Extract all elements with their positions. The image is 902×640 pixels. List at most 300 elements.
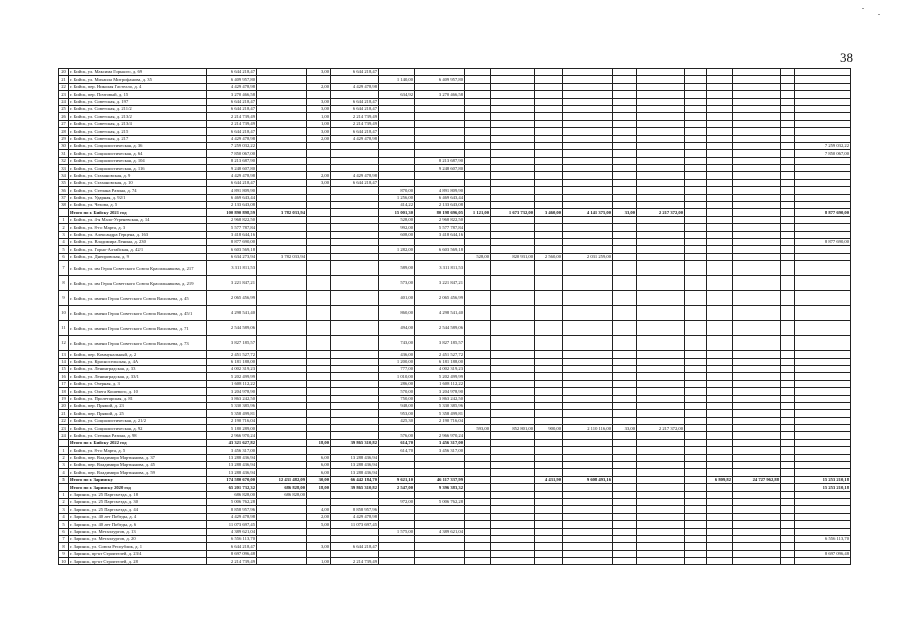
value-cell bbox=[331, 224, 379, 231]
value-cell: 6,00 bbox=[307, 469, 331, 476]
value-cell bbox=[733, 135, 781, 142]
value-cell bbox=[733, 261, 781, 276]
value-cell bbox=[535, 105, 563, 112]
address-cell: г. Бийск, ул. Советская, д. 211/2 bbox=[69, 105, 207, 112]
value-cell bbox=[685, 187, 707, 194]
value-cell bbox=[307, 388, 331, 395]
row-number-cell: 35 bbox=[59, 179, 69, 186]
value-cell bbox=[685, 351, 707, 358]
value-cell bbox=[257, 373, 307, 380]
value-cell bbox=[613, 498, 637, 505]
value-cell bbox=[331, 447, 379, 454]
value-cell: 18,00 bbox=[307, 484, 331, 491]
value-cell bbox=[637, 439, 685, 446]
value-cell bbox=[257, 120, 307, 127]
value-cell bbox=[563, 410, 613, 417]
table-row bbox=[59, 83, 851, 90]
value-cell bbox=[491, 417, 535, 424]
value-cell: 750,00 bbox=[379, 395, 415, 402]
value-cell: 2 451 527,72 bbox=[415, 351, 465, 358]
value-cell bbox=[491, 351, 535, 358]
row-number-cell: 8 bbox=[59, 543, 69, 550]
value-cell: 15 253 210,18 bbox=[795, 484, 851, 491]
table-row bbox=[59, 469, 851, 476]
table-row bbox=[59, 253, 851, 260]
value-cell bbox=[613, 410, 637, 417]
value-cell bbox=[685, 105, 707, 112]
value-cell bbox=[257, 462, 307, 469]
value-cell bbox=[781, 425, 795, 432]
value-cell bbox=[795, 447, 851, 454]
value-cell: 3 270 466,58 bbox=[207, 91, 257, 98]
value-cell bbox=[465, 187, 491, 194]
row-number-cell: 15 bbox=[59, 365, 69, 372]
value-cell bbox=[563, 402, 613, 409]
value-cell bbox=[707, 462, 733, 469]
value-cell bbox=[563, 224, 613, 231]
value-cell: 573,00 bbox=[379, 276, 415, 291]
value-cell bbox=[563, 306, 613, 321]
value-cell bbox=[781, 157, 795, 164]
value-cell bbox=[257, 558, 307, 565]
value-cell bbox=[613, 76, 637, 83]
row-number-cell: 18 bbox=[59, 388, 69, 395]
value-cell bbox=[637, 558, 685, 565]
value-cell bbox=[415, 69, 465, 76]
row-number-cell: 24 bbox=[59, 98, 69, 105]
value-cell bbox=[465, 439, 491, 446]
value-cell bbox=[781, 98, 795, 105]
value-cell bbox=[795, 261, 851, 276]
value-cell bbox=[685, 550, 707, 557]
value-cell bbox=[379, 558, 415, 565]
address-cell: г. Заринск, ул. 25 Партсъезда, д. 44 bbox=[69, 506, 207, 513]
value-cell bbox=[733, 506, 781, 513]
row-number-cell: 20 bbox=[59, 69, 69, 76]
value-cell bbox=[257, 535, 307, 542]
value-cell: 2 031 259,00 bbox=[563, 253, 613, 260]
value-cell bbox=[307, 150, 331, 157]
value-cell bbox=[563, 202, 613, 209]
value-cell: 3 456 317,00 bbox=[415, 447, 465, 454]
value-cell bbox=[535, 91, 563, 98]
value-cell bbox=[637, 550, 685, 557]
value-cell bbox=[795, 128, 851, 135]
value-cell: 1 575,00 bbox=[379, 528, 415, 535]
value-cell bbox=[465, 395, 491, 402]
value-cell bbox=[795, 306, 851, 321]
value-cell bbox=[465, 484, 491, 491]
value-cell bbox=[733, 187, 781, 194]
value-cell bbox=[637, 506, 685, 513]
value-cell bbox=[535, 469, 563, 476]
row-number-cell: 33 bbox=[59, 165, 69, 172]
value-cell: 686 828,00 bbox=[207, 491, 257, 498]
value-cell bbox=[491, 506, 535, 513]
value-cell bbox=[613, 506, 637, 513]
row-number-cell: 4 bbox=[59, 469, 69, 476]
value-cell: 6 644 218,47 bbox=[207, 105, 257, 112]
value-cell bbox=[613, 535, 637, 542]
value-cell: 6 469 643,44 bbox=[415, 194, 465, 201]
value-cell bbox=[257, 521, 307, 528]
value-cell bbox=[707, 543, 733, 550]
value-cell bbox=[707, 432, 733, 439]
value-cell bbox=[707, 253, 733, 260]
value-cell: 6 603 569,18 bbox=[415, 246, 465, 253]
value-cell bbox=[465, 447, 491, 454]
value-cell bbox=[415, 558, 465, 565]
value-cell bbox=[685, 128, 707, 135]
value-cell bbox=[257, 321, 307, 336]
value-cell: 6,00 bbox=[307, 454, 331, 461]
value-cell bbox=[491, 231, 535, 238]
value-cell bbox=[613, 395, 637, 402]
value-cell bbox=[685, 358, 707, 365]
table-row bbox=[59, 543, 851, 550]
table-body bbox=[59, 69, 851, 565]
value-cell bbox=[685, 373, 707, 380]
value-cell bbox=[491, 261, 535, 276]
value-cell bbox=[331, 202, 379, 209]
value-cell bbox=[781, 543, 795, 550]
value-cell: 33,00 bbox=[613, 425, 637, 432]
value-cell bbox=[685, 395, 707, 402]
value-cell bbox=[415, 98, 465, 105]
value-cell bbox=[613, 135, 637, 142]
table-row bbox=[59, 306, 851, 321]
value-cell bbox=[307, 498, 331, 505]
row-number-cell: 3 bbox=[59, 462, 69, 469]
value-cell bbox=[637, 179, 685, 186]
value-cell: 2 214 739,49 bbox=[331, 113, 379, 120]
value-cell: 1 121,00 bbox=[465, 209, 491, 216]
address-cell: г. Бийск, ул. имени Героя Советского Союза Васильева, д. 71 bbox=[69, 321, 207, 336]
value-cell bbox=[563, 506, 613, 513]
table-row bbox=[59, 498, 851, 505]
value-cell bbox=[613, 380, 637, 387]
value-cell: 2 133 643,08 bbox=[207, 202, 257, 209]
table-row bbox=[59, 410, 851, 417]
value-cell bbox=[685, 69, 707, 76]
value-cell bbox=[331, 535, 379, 542]
address-cell: г. Бийск, ул. Советская, д. 213/4 bbox=[69, 120, 207, 127]
value-cell bbox=[465, 321, 491, 336]
value-cell bbox=[535, 150, 563, 157]
value-cell bbox=[637, 365, 685, 372]
value-cell bbox=[491, 179, 535, 186]
value-cell bbox=[707, 491, 733, 498]
value-cell: 852 801,00 bbox=[491, 425, 535, 432]
table-row bbox=[59, 365, 851, 372]
value-cell: 43 321 627,82 bbox=[207, 439, 257, 446]
value-cell bbox=[307, 231, 331, 238]
value-cell bbox=[613, 120, 637, 127]
value-cell bbox=[331, 261, 379, 276]
table-row bbox=[59, 395, 851, 402]
value-cell bbox=[781, 439, 795, 446]
value-cell: 2 544 589,06 bbox=[207, 321, 257, 336]
value-cell bbox=[465, 469, 491, 476]
value-cell bbox=[613, 550, 637, 557]
value-cell bbox=[795, 454, 851, 461]
value-cell bbox=[637, 388, 685, 395]
value-cell bbox=[465, 291, 491, 306]
value-cell: 972,00 bbox=[379, 498, 415, 505]
value-cell: 5 006 762,28 bbox=[207, 498, 257, 505]
address-cell: г. Бийск, ул. Степана Разина, д. 98 bbox=[69, 432, 207, 439]
value-cell bbox=[379, 128, 415, 135]
value-cell bbox=[795, 336, 851, 351]
value-cell bbox=[613, 202, 637, 209]
value-cell bbox=[781, 238, 795, 245]
value-cell bbox=[781, 83, 795, 90]
value-cell bbox=[257, 432, 307, 439]
value-cell bbox=[637, 476, 685, 483]
value-cell bbox=[685, 224, 707, 231]
value-cell: 2 110 116,00 bbox=[563, 425, 613, 432]
value-cell bbox=[563, 358, 613, 365]
row-number-cell: 17 bbox=[59, 380, 69, 387]
value-cell bbox=[465, 172, 491, 179]
value-cell bbox=[613, 98, 637, 105]
value-cell bbox=[781, 447, 795, 454]
value-cell bbox=[733, 83, 781, 90]
value-cell: 2 968 822,50 bbox=[207, 216, 257, 223]
value-cell bbox=[563, 128, 613, 135]
value-cell bbox=[781, 476, 795, 483]
value-cell bbox=[637, 321, 685, 336]
address-cell: Итого по г. Заринску 2020 год bbox=[69, 484, 207, 491]
value-cell bbox=[491, 410, 535, 417]
value-cell bbox=[637, 462, 685, 469]
value-cell bbox=[733, 491, 781, 498]
value-cell bbox=[685, 321, 707, 336]
value-cell bbox=[535, 439, 563, 446]
value-cell bbox=[685, 202, 707, 209]
value-cell bbox=[307, 253, 331, 260]
value-cell: 33,00 bbox=[613, 209, 637, 216]
address-cell: г. Бийск, ул. Днепровская, д. 9 bbox=[69, 253, 207, 260]
value-cell bbox=[465, 202, 491, 209]
value-cell bbox=[795, 506, 851, 513]
value-cell bbox=[613, 179, 637, 186]
value-cell: 65 201 732,32 bbox=[207, 484, 257, 491]
value-cell bbox=[733, 462, 781, 469]
value-cell bbox=[491, 142, 535, 149]
value-cell bbox=[707, 380, 733, 387]
value-cell: 1 256,00 bbox=[379, 194, 415, 201]
value-cell: 3 456 317,00 bbox=[207, 447, 257, 454]
table-row bbox=[59, 417, 851, 424]
value-cell bbox=[257, 165, 307, 172]
value-cell bbox=[781, 246, 795, 253]
table-row bbox=[59, 238, 851, 245]
value-cell bbox=[781, 105, 795, 112]
value-cell bbox=[331, 498, 379, 505]
value-cell bbox=[307, 142, 331, 149]
value-cell bbox=[491, 454, 535, 461]
value-cell: 13 288 436,94 bbox=[331, 462, 379, 469]
value-cell bbox=[685, 246, 707, 253]
value-cell: 9 621,10 bbox=[379, 476, 415, 483]
value-cell bbox=[465, 83, 491, 90]
value-cell bbox=[257, 358, 307, 365]
value-cell bbox=[781, 224, 795, 231]
value-cell bbox=[257, 69, 307, 76]
value-cell bbox=[685, 365, 707, 372]
value-cell bbox=[795, 157, 851, 164]
value-cell bbox=[563, 76, 613, 83]
value-cell bbox=[331, 238, 379, 245]
value-cell bbox=[379, 105, 415, 112]
value-cell bbox=[707, 187, 733, 194]
address-cell: г. Заринск, ул. 25 Партсъезда, д. 30 bbox=[69, 498, 207, 505]
address-cell: г. Бийск, ул. Ленинградская, д. 33 bbox=[69, 365, 207, 372]
table-row bbox=[59, 113, 851, 120]
value-cell bbox=[733, 321, 781, 336]
value-cell bbox=[465, 402, 491, 409]
value-cell bbox=[637, 76, 685, 83]
value-cell bbox=[331, 276, 379, 291]
value-cell bbox=[257, 388, 307, 395]
value-cell bbox=[307, 351, 331, 358]
table-row bbox=[59, 506, 851, 513]
value-cell bbox=[491, 120, 535, 127]
value-cell bbox=[535, 447, 563, 454]
table-total-row bbox=[59, 439, 851, 446]
value-cell bbox=[491, 388, 535, 395]
value-cell: 39 865 310,82 bbox=[331, 484, 379, 491]
value-cell bbox=[257, 172, 307, 179]
value-cell: 4 002 319,23 bbox=[207, 365, 257, 372]
row-number-cell: 2 bbox=[59, 498, 69, 505]
table-row bbox=[59, 202, 851, 209]
value-cell bbox=[535, 550, 563, 557]
value-cell bbox=[781, 202, 795, 209]
value-cell bbox=[491, 432, 535, 439]
value-cell bbox=[257, 238, 307, 245]
value-cell bbox=[685, 543, 707, 550]
value-cell bbox=[331, 321, 379, 336]
table-total-row bbox=[59, 484, 851, 491]
value-cell bbox=[379, 150, 415, 157]
value-cell bbox=[563, 336, 613, 351]
row-number-cell: 34 bbox=[59, 172, 69, 179]
value-cell: 13 288 436,94 bbox=[207, 462, 257, 469]
address-cell: г. Бийск, ул. Ударная, д. 92/1 bbox=[69, 194, 207, 201]
value-cell bbox=[563, 246, 613, 253]
value-cell bbox=[379, 469, 415, 476]
value-cell bbox=[307, 261, 331, 276]
value-cell bbox=[331, 425, 379, 432]
value-cell bbox=[733, 528, 781, 535]
value-cell bbox=[535, 388, 563, 395]
value-cell bbox=[685, 447, 707, 454]
value-cell bbox=[331, 380, 379, 387]
value-cell bbox=[491, 238, 535, 245]
table-row bbox=[59, 373, 851, 380]
value-cell bbox=[465, 498, 491, 505]
value-cell bbox=[563, 150, 613, 157]
value-cell bbox=[491, 484, 535, 491]
value-cell bbox=[613, 165, 637, 172]
value-cell bbox=[535, 276, 563, 291]
value-cell bbox=[707, 69, 733, 76]
value-cell bbox=[331, 291, 379, 306]
value-cell bbox=[637, 105, 685, 112]
value-cell bbox=[415, 535, 465, 542]
value-cell bbox=[707, 276, 733, 291]
value-cell: 9 396 383,32 bbox=[415, 484, 465, 491]
value-cell bbox=[637, 91, 685, 98]
value-cell bbox=[733, 98, 781, 105]
value-cell bbox=[733, 417, 781, 424]
value-cell bbox=[613, 558, 637, 565]
value-cell: 4 431,90 bbox=[535, 476, 563, 483]
value-cell bbox=[257, 83, 307, 90]
value-cell: 1 673 732,00 bbox=[491, 209, 535, 216]
value-cell bbox=[637, 224, 685, 231]
value-cell bbox=[781, 209, 795, 216]
value-cell bbox=[707, 558, 733, 565]
value-cell bbox=[685, 432, 707, 439]
value-cell bbox=[257, 439, 307, 446]
value-cell bbox=[257, 513, 307, 520]
value-cell bbox=[563, 535, 613, 542]
value-cell: 4 389 621,04 bbox=[207, 528, 257, 535]
row-number-cell: 4 bbox=[59, 238, 69, 245]
value-cell bbox=[465, 105, 491, 112]
value-cell bbox=[465, 216, 491, 223]
value-cell bbox=[795, 365, 851, 372]
value-cell bbox=[795, 380, 851, 387]
value-cell bbox=[781, 358, 795, 365]
address-cell: г. Бийск, пер. Прямой, д. 23 bbox=[69, 402, 207, 409]
value-cell bbox=[257, 454, 307, 461]
value-cell bbox=[637, 447, 685, 454]
value-cell bbox=[795, 543, 851, 550]
data-table bbox=[58, 68, 851, 565]
value-cell bbox=[415, 513, 465, 520]
value-cell bbox=[491, 216, 535, 223]
value-cell bbox=[707, 179, 733, 186]
value-cell: 820 931,00 bbox=[491, 253, 535, 260]
value-cell bbox=[733, 179, 781, 186]
value-cell bbox=[563, 157, 613, 164]
value-cell bbox=[257, 135, 307, 142]
row-number-cell: 28 bbox=[59, 128, 69, 135]
address-cell: г. Бийск, ул. Озерная, д. 3 bbox=[69, 380, 207, 387]
value-cell bbox=[613, 447, 637, 454]
value-cell bbox=[535, 351, 563, 358]
address-cell: г. Заринск, ул. 40 лет Победы, д. 6 bbox=[69, 521, 207, 528]
value-cell bbox=[707, 484, 733, 491]
value-cell bbox=[781, 91, 795, 98]
value-cell bbox=[535, 135, 563, 142]
table-row bbox=[59, 246, 851, 253]
value-cell bbox=[781, 113, 795, 120]
value-cell: 614,70 bbox=[379, 447, 415, 454]
value-cell bbox=[491, 105, 535, 112]
value-cell bbox=[465, 306, 491, 321]
value-cell bbox=[733, 447, 781, 454]
value-cell bbox=[707, 172, 733, 179]
value-cell bbox=[331, 165, 379, 172]
value-cell bbox=[307, 535, 331, 542]
value-cell bbox=[491, 194, 535, 201]
value-cell: 6 181 188,00 bbox=[207, 358, 257, 365]
